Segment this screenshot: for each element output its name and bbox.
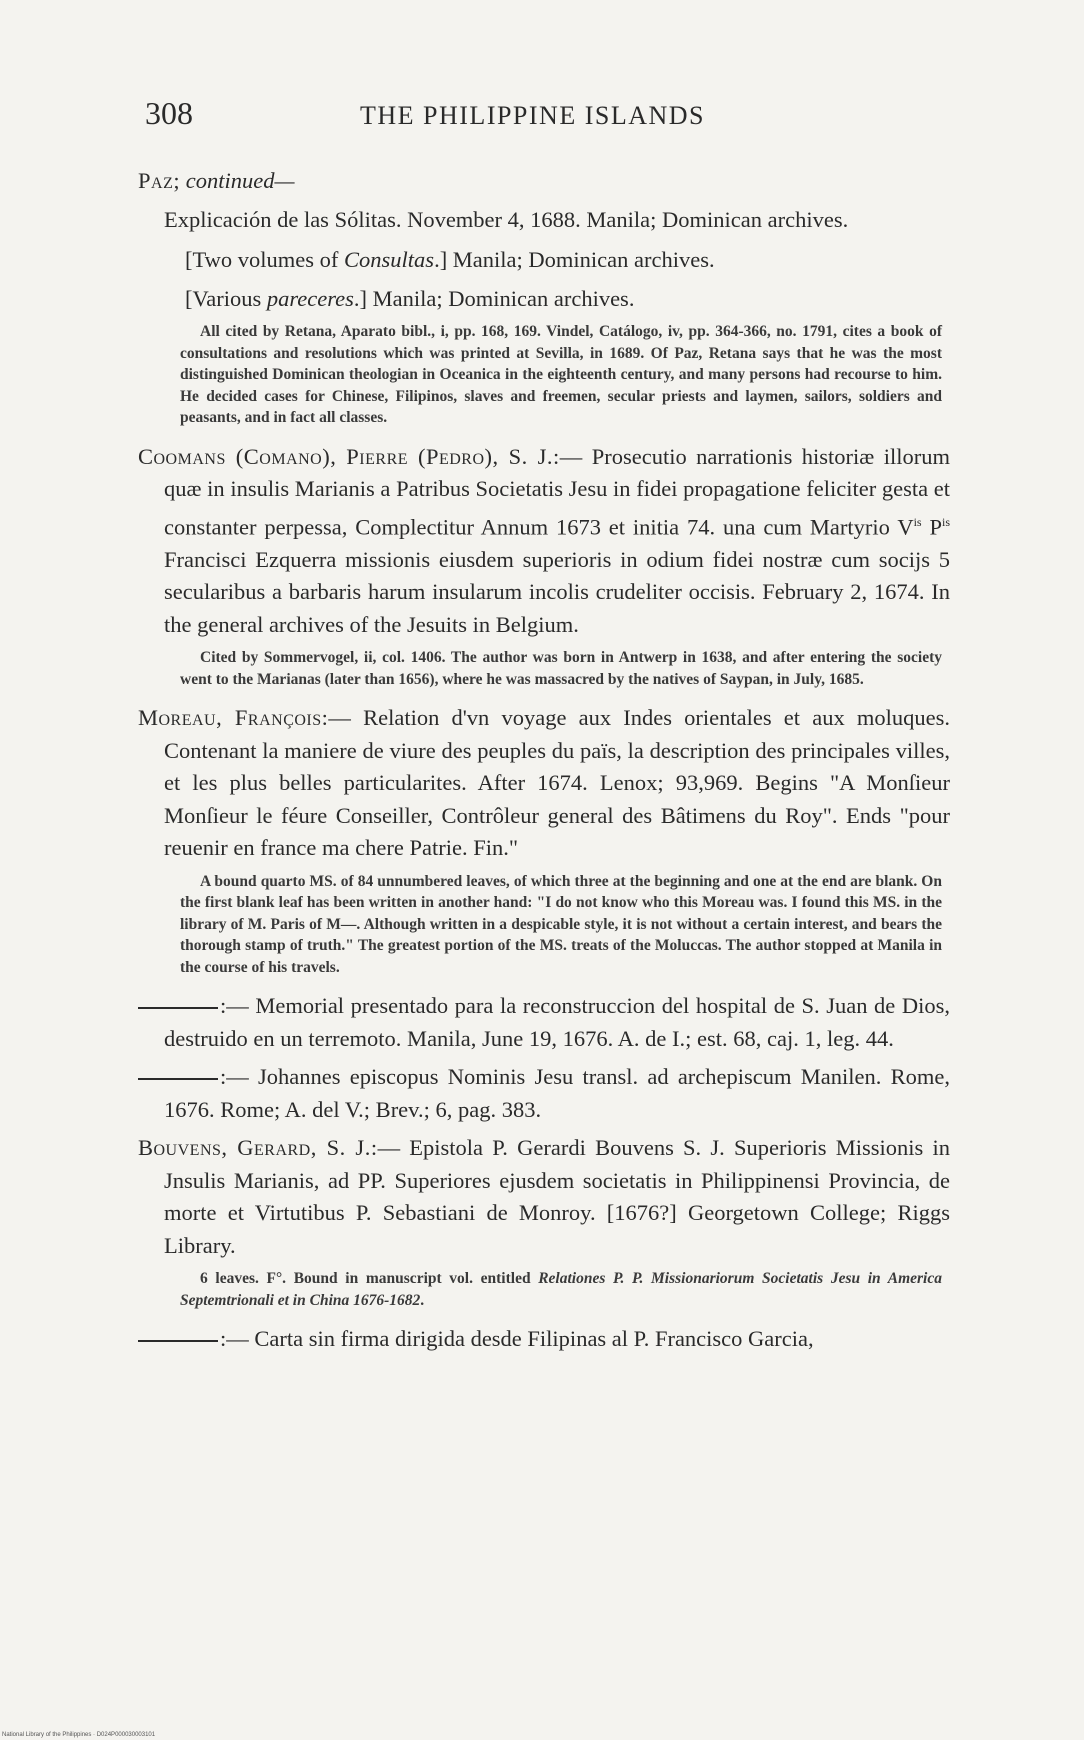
ditto-dash: [138, 1340, 218, 1342]
entry-text: — Prosecutio narrationis historiæ illorum quæ in insulis Marianis a Patribus Societatis Jesu in fidei propagatione feliciter gesta et constanter perpessa, Complectitur Annum 1673 et initia 74. una cum Martyrio V: [164, 443, 950, 539]
entry-bouvens: [138, 1132, 950, 1262]
entry-text: P: [921, 514, 942, 539]
entry-johannes: [138, 1061, 950, 1126]
entry-text: :— Johannes episcopus Nominis Jesu transl. ad archepiscum Manilen. Rome, 1676. Rome; A. del V.; Brev.; 6, pag. 383.: [164, 1064, 950, 1122]
bibliography-entries: [138, 165, 950, 1362]
scan-footer: National Library of the Philippines · D024P000030003101: [2, 1732, 156, 1738]
author-name: Coomans (Comano), Pierre (Pedro), S. J.:: [138, 443, 560, 469]
entry-text: — Epistola P. Gerardi Bouvens S. J. Superioris Missionis in Jnsulis Marianis, ad PP. Superiores ejusdem societatis in Philippinensi Provincia, de morte et Virtutibus P. Sebastiani de Monroy. [1676?] Georgetown College; Riggs Library.: [164, 1135, 950, 1258]
superscript: is: [913, 514, 922, 529]
author-name: Paz;: [138, 168, 181, 193]
note-paz: All cited by Retana, Aparato bibl., i, pp. 168, 169. Vindel, Catálogo, iv, pp. 364-366, no. 1791, cites a book of consultations and resolutions which was printed at Sevilla, in 1689. Of Paz, Retana says that he was the most distinguished Dominican theologian in Oceanica in the eighteenth century, and many persons had recourse to him. He decided cases for Chinese, Filipinos, slaves and freemen, secular priests and laymen, sailors, soldiers and peasants, and in fact all classes.: [180, 323, 942, 426]
entry-text: .] Manila; Dominican archives.: [434, 247, 715, 272]
entry-memorial: [138, 990, 950, 1055]
ditto-dash: [138, 1007, 218, 1009]
entry-moreau: [138, 702, 950, 865]
continued-label: continued—: [185, 168, 295, 193]
entry-text: Francisci Ezquerra missionis eiusdem superioris in odium fidei nostræ cum socijs 5 secularibus a barbaris harum insularum incolis crudeliter occisis. February 2, 1674. In the general archives of the Jesuits in Belgium.: [164, 546, 950, 637]
entry-text: [Two volumes of: [185, 247, 345, 272]
page-header: [145, 95, 945, 135]
superscript: is: [941, 514, 950, 529]
note-text: .: [420, 1291, 425, 1309]
entry-text: :— Carta sin firma dirigida desde Filipinas al P. Francisco Garcia,: [220, 1326, 814, 1351]
entry-paz-heading: [138, 165, 950, 198]
entry-paz-pareceres: [138, 283, 950, 316]
note-text: 6 leaves. F°. Bound in manuscript vol. entitled: [200, 1270, 539, 1287]
running-title: THE PHILIPPINE ISLANDS: [360, 101, 705, 130]
note-coomans: Cited by Sommervogel, ii, col. 1406. The author was born in Antwerp in 1638, and after entering the society went to the Marianas (later than 1656), where he was massacred by the natives of Saypan, in July, 1685.: [180, 649, 942, 688]
entry-text: — Relation d'vn voyage aux Indes orientales et aux moluques. Contenant la maniere de viure des peuples du païs, la description des principales villes, et les plus belles particularites. After 1674. Lenox; 93,969. Begins "A Monſieur Monſieur le féure Conseiller, Contrôleur general des Bâtimens du Roy". Ends "pour reuenir en france ma chere Patrie. Fin.": [164, 705, 950, 860]
entry-text: .] Manila; Dominican archives.: [353, 285, 635, 311]
note-moreau: A bound quarto MS. of 84 unnumbered leaves, of which three at the beginning and one at the end are blank. On the first blank leaf has been written in another hand: "I do not know who this Moreau was. I found this MS. in the library of M. Paris of M—. Although written in a despicable style, it is not without a certain interest, and bears the thorough stamp of truth." The greatest portion of the MS. treats of the Moluccas. The author stopped at Manila in the course of his travels.: [180, 872, 942, 976]
entry-title: pareceres: [266, 285, 354, 311]
entry-carta: [138, 1323, 950, 1356]
entry-text: [Various: [185, 285, 267, 311]
author-name: Bouvens, Gerard, S. J.:: [138, 1135, 378, 1160]
page-number: 308: [145, 95, 193, 131]
note-title: Relationes P. P. Missionariorum Societatis Jesu in America Septemtrionali et in China 1676-1682: [180, 1270, 942, 1309]
entry-title: Consultas: [344, 247, 435, 272]
ditto-dash: [138, 1078, 218, 1080]
entry-paz-solitas: Explicación de las Sólitas. November 4, 1688. Manila; Dominican archives.: [164, 206, 849, 232]
entry-coomans: [138, 441, 950, 642]
note-bouvens: [180, 1268, 942, 1311]
entry-text: :— Memorial presentado para la reconstruccion del hospital de S. Juan de Dios, destruido en un terremoto. Manila, June 19, 1676. A. de I.; est. 68, caj. 1, leg. 44.: [164, 993, 950, 1051]
entry-paz-consultas: [138, 244, 950, 277]
author-name: Moreau, François:: [138, 705, 329, 730]
